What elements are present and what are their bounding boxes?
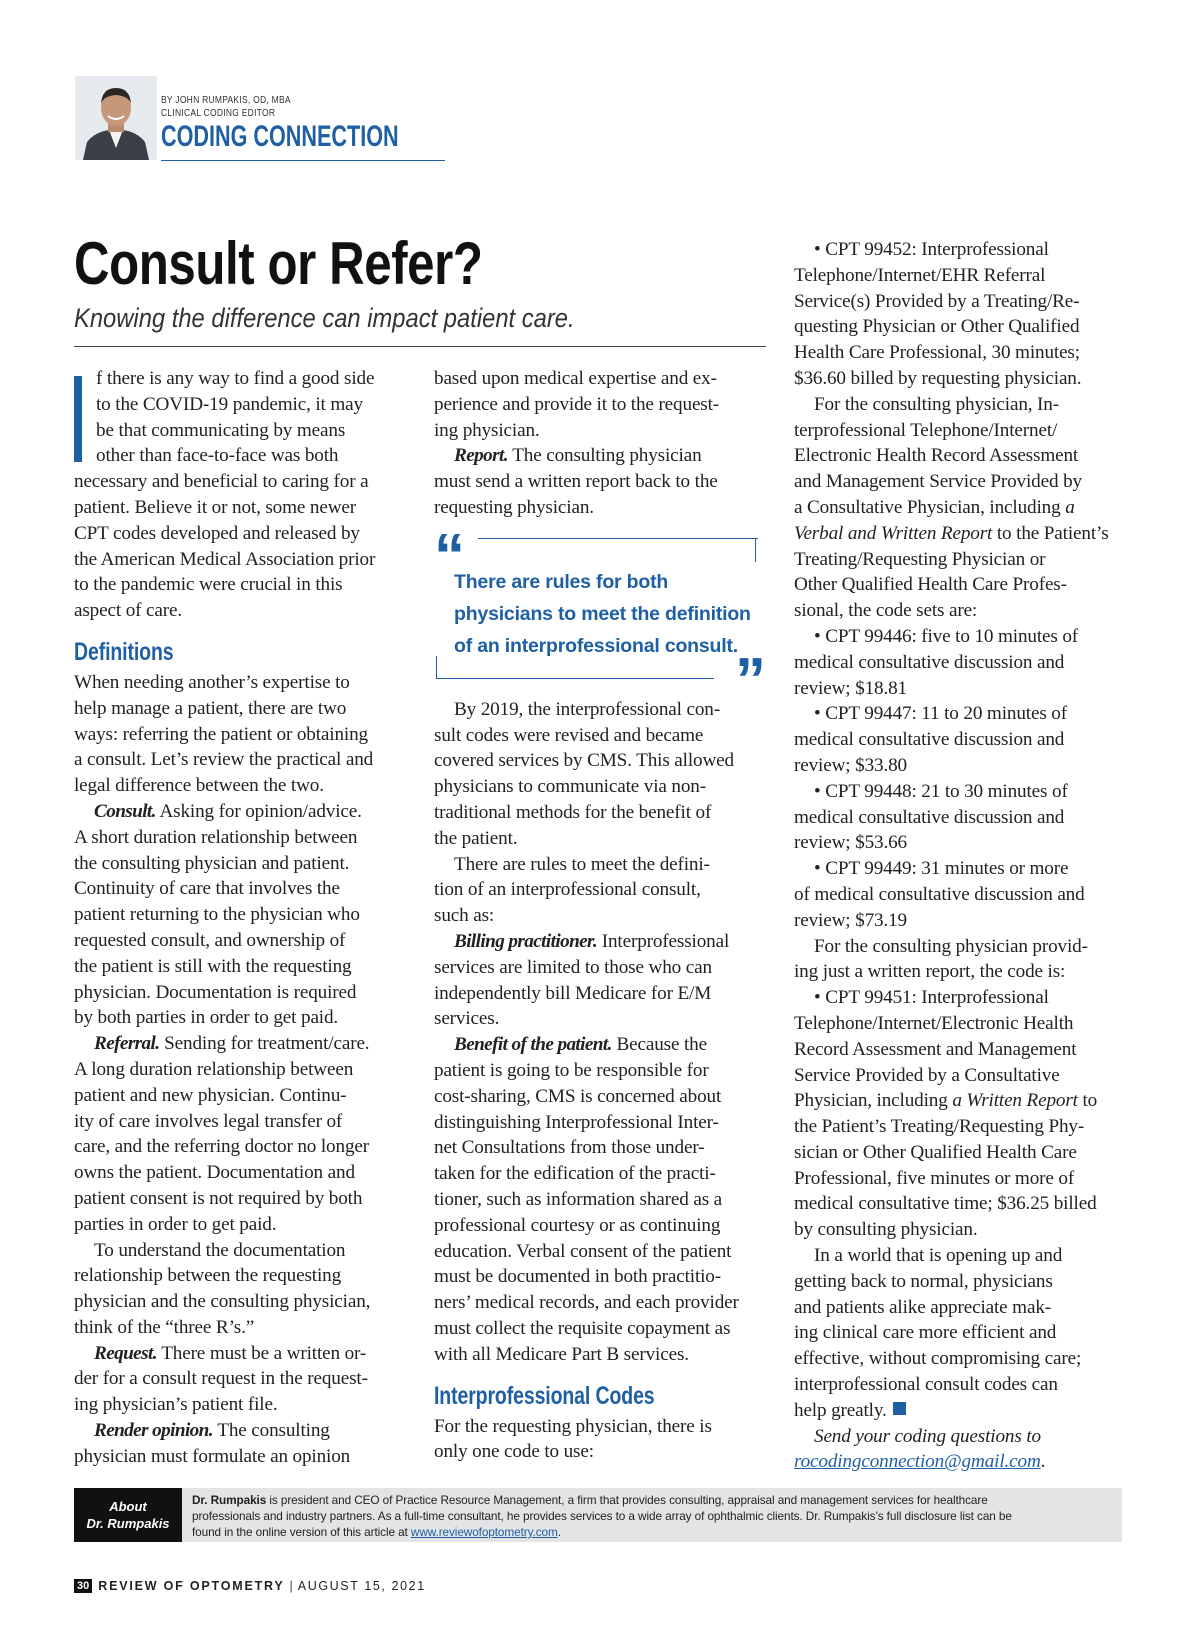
text-line: tioner, such as information shared as a xyxy=(434,1188,723,1210)
text-line: • CPT 99447: 11 to 20 minutes of xyxy=(814,703,1067,725)
text-line: questing Physician or Other Qualified xyxy=(794,316,1080,338)
text-line: physician. Documentation is required xyxy=(74,981,357,1003)
text-line: and patients alike appreciate mak- xyxy=(794,1296,1052,1318)
text-line: Continuity of care that involves the xyxy=(74,878,340,900)
column-1 xyxy=(74,366,409,1470)
text-line: education. Verbal consent of the patient xyxy=(434,1240,732,1262)
text-line: sional, the code sets are: xyxy=(794,600,978,622)
text-line: terprofessional Telephone/Internet/ xyxy=(794,419,1058,441)
text-line: patient is going to be responsible for xyxy=(434,1059,709,1081)
pullquote-line: physicians to meet the definition xyxy=(454,603,751,625)
pullquote-bottom-tick xyxy=(436,656,437,678)
close-quote-icon: ” xyxy=(735,646,766,715)
text-line: must be documented in both practitio- xyxy=(434,1266,721,1288)
referral-lead: Referral. xyxy=(94,1033,160,1055)
billing-lead: Billing practitioner. xyxy=(454,930,598,952)
text-line: must collect the requisite copayment as xyxy=(434,1317,731,1339)
referral-paragraph xyxy=(74,1031,409,1057)
text-line: ing just a written report, the code is: xyxy=(794,961,1066,983)
text-line: • CPT 99452: Interprofessional xyxy=(814,239,1049,260)
text-line xyxy=(794,1398,1124,1424)
author-photo xyxy=(75,76,157,160)
text-line: review; $53.66 xyxy=(794,832,907,854)
article-title: Consult or Refer? xyxy=(74,230,483,297)
text-line xyxy=(794,521,1124,547)
text-line: der for a consult request in the request- xyxy=(74,1368,368,1390)
text-line: a consult. Let’s review the practical and xyxy=(74,749,374,771)
text-line: review; $33.80 xyxy=(794,754,907,776)
text-line: ing clinical care more efficient and xyxy=(794,1322,1057,1344)
text-line: independently bill Medicare for E/M xyxy=(434,982,712,1004)
text-run: Sending for treatment/care. xyxy=(159,1033,370,1055)
pullquote-text xyxy=(454,566,764,662)
text-line: For the consulting physician provid- xyxy=(814,935,1088,957)
text-line: medical consultative discussion and xyxy=(794,729,1065,751)
pullquote-line: There are rules for both xyxy=(454,571,669,593)
benefit-paragraph xyxy=(434,1032,764,1058)
text-line: • CPT 99448: 21 to 30 minutes of xyxy=(814,780,1068,802)
intro-dropcap-block xyxy=(74,366,409,469)
publication-name: REVIEW OF OPTOMETRY xyxy=(98,1579,285,1593)
text-line: In a world that is opening up and xyxy=(814,1245,1063,1267)
render-lead: Render opinion. xyxy=(94,1420,213,1442)
text-line: • CPT 99446: five to 10 minutes of xyxy=(814,625,1079,647)
text-line: must send a written report back to the xyxy=(434,471,718,493)
about-label-line: About xyxy=(109,1499,147,1514)
text-run: a Consultative Physician, including xyxy=(794,496,1066,518)
column-header-text xyxy=(161,94,491,154)
text-line: Telephone/Internet/Electronic Health xyxy=(794,1012,1074,1034)
billing-paragraph xyxy=(434,929,764,955)
text-line: requested consult, and ownership of xyxy=(74,929,346,951)
title-divider xyxy=(74,346,766,347)
text-run: to xyxy=(1077,1090,1098,1112)
text-line: by both parties in order to get paid. xyxy=(74,1007,339,1029)
text-line xyxy=(794,1088,1124,1114)
text-line: By 2019, the interprofessional con- xyxy=(454,698,720,720)
text-run: Because the xyxy=(611,1034,707,1056)
text-run: Physician, including xyxy=(794,1090,953,1112)
text-line: Electronic Health Record Assessment xyxy=(794,445,1079,467)
text-line: effective, without compromising care; xyxy=(794,1348,1082,1370)
text-line: A long duration relationship between xyxy=(74,1058,354,1080)
text-line: sician or Other Qualified Health Care xyxy=(794,1141,1077,1163)
text-line: medical consultative discussion and xyxy=(794,651,1065,673)
text-line: of medical consultative discussion and xyxy=(794,883,1085,905)
about-author-box xyxy=(74,1488,1122,1542)
column-header xyxy=(75,76,399,162)
email-link[interactable]: rocodingconnection@gmail.com xyxy=(794,1451,1041,1473)
text-line: Professional, five minutes or more of xyxy=(794,1167,1075,1189)
text-line: ways: referring the patient or obtaining xyxy=(74,723,368,745)
text-line: For the consulting physician, In- xyxy=(814,393,1059,415)
request-paragraph xyxy=(74,1341,409,1367)
header-rule xyxy=(161,160,445,161)
text-line: Record Assessment and Management xyxy=(794,1038,1077,1060)
author-byline: BY JOHN RUMPAKIS, OD, MBA xyxy=(161,95,291,106)
author-title: CLINICAL CODING EDITOR xyxy=(161,108,276,119)
text-line: perience and provide it to the request- xyxy=(434,393,720,415)
text-line: Treating/Requesting Physician or xyxy=(794,548,1046,570)
text-line: CPT codes developed and released by xyxy=(74,522,360,544)
text-line: physician must formulate an opinion xyxy=(74,1445,351,1467)
pullquote-top-rule xyxy=(478,538,758,539)
text-line: based upon medical expertise and ex- xyxy=(434,368,717,389)
text-line: ners’ medical records, and each provider xyxy=(434,1292,739,1314)
text-line: Service Provided by a Consultative xyxy=(794,1064,1060,1086)
text-line: taken for the edification of the practi- xyxy=(434,1163,716,1185)
text-line: patient consent is not required by both xyxy=(74,1187,363,1209)
text-line: net Consultations from those under- xyxy=(434,1137,705,1159)
text-line: physician and the consulting physician, xyxy=(74,1291,371,1313)
text-line: • CPT 99451: Interprofessional xyxy=(814,987,1049,1009)
text-line: medical consultative discussion and xyxy=(794,806,1065,828)
request-lead: Request. xyxy=(94,1342,157,1364)
text-run: is president and CEO of Practice Resource Management, a firm that provides consulting, appraisal and management services for healthcare xyxy=(266,1493,988,1507)
text-line: ing physician’s patient file. xyxy=(74,1394,278,1416)
text-line: ing physician. xyxy=(434,419,540,441)
article-subtitle: Knowing the difference can impact patient care. xyxy=(74,303,575,333)
author-portrait-icon xyxy=(75,76,157,160)
text-line: $36.60 billed by requesting physician. xyxy=(794,367,1082,389)
text-run: There must be a written or- xyxy=(156,1342,367,1364)
consult-paragraph xyxy=(74,799,409,825)
text-line: distinguishing Interprofessional Inter- xyxy=(434,1111,719,1133)
text-run: The consulting xyxy=(212,1420,330,1442)
text-line: legal difference between the two. xyxy=(74,775,324,797)
text-line: For the requesting physician, there is xyxy=(434,1415,712,1437)
website-link[interactable]: www.reviewofoptometry.com xyxy=(410,1525,558,1539)
text-line: When needing another’s expertise to xyxy=(74,671,350,693)
text-line: There are rules to meet the defini- xyxy=(454,853,710,875)
text-line: the Patient’s Treating/Requesting Phy- xyxy=(794,1116,1085,1138)
text-line: help manage a patient, there are two xyxy=(74,697,347,719)
pullquote-top-tick xyxy=(755,538,756,562)
about-name: Dr. Rumpakis xyxy=(192,1493,267,1507)
text-line xyxy=(794,1449,1124,1475)
interprofessional-codes-heading: Interprofessional Codes xyxy=(434,1381,655,1410)
text-line: services. xyxy=(434,1008,500,1030)
text-line: relationship between the requesting xyxy=(74,1265,342,1287)
text-line: sult codes were revised and became xyxy=(434,724,704,746)
text-line: interprofessional consult codes can xyxy=(794,1374,1058,1396)
text-line: be that communicating by means xyxy=(96,419,346,441)
column-2 xyxy=(434,366,764,1465)
about-text xyxy=(192,1492,1117,1540)
text-line: f there is any way to find a good side xyxy=(96,368,375,389)
open-quote-icon: “ xyxy=(434,522,465,591)
text-line: cost-sharing, CMS is concerned about xyxy=(434,1085,722,1107)
send-questions-text: Send your coding questions to xyxy=(814,1425,1041,1447)
text-line: parties in order to get paid. xyxy=(74,1213,277,1235)
text-line: physicians to communicate via non- xyxy=(434,776,706,798)
text-run: found in the online version of this article at xyxy=(192,1525,411,1539)
pullquote-bottom-rule xyxy=(436,678,714,679)
text-line: tion of an interprofessional consult, xyxy=(434,879,701,901)
text-line: medical consultative time; $36.25 billed xyxy=(794,1193,1097,1215)
about-line xyxy=(192,1492,1117,1508)
column-3 xyxy=(794,237,1124,1475)
text-line: to the pandemic were crucial in this xyxy=(74,574,343,596)
text-line: • CPT 99449: 31 minutes or more xyxy=(814,858,1069,880)
text-line: To understand the documentation xyxy=(94,1239,346,1261)
text-line: to the COVID-19 pandemic, it may xyxy=(96,393,363,415)
text-line: patient and new physician. Continu- xyxy=(74,1084,347,1106)
text-line: patient returning to the physician who xyxy=(74,904,360,926)
page-footer xyxy=(74,1579,426,1593)
render-paragraph xyxy=(74,1418,409,1444)
end-mark-icon xyxy=(893,1402,906,1415)
about-label-line: Dr. Rumpakis xyxy=(86,1516,170,1531)
text-run: Verbal and Written Report xyxy=(794,522,993,544)
text-line: think of the “three R’s.” xyxy=(74,1316,255,1338)
text-line: covered services by CMS. This allowed xyxy=(434,750,734,772)
text-run: a xyxy=(1065,496,1075,518)
text-run: Interprofessional xyxy=(597,930,730,952)
text-line: requesting physician. xyxy=(434,496,594,518)
issue-date: AUGUST 15, 2021 xyxy=(297,1579,426,1593)
text-line: the patient. xyxy=(434,827,518,849)
text-line: and Management Service Provided by xyxy=(794,471,1082,493)
text-line: care, and the referring doctor no longer xyxy=(74,1136,369,1158)
about-line xyxy=(192,1524,1117,1540)
text-line: by consulting physician. xyxy=(794,1219,978,1241)
text-line: owns the patient. Documentation and xyxy=(74,1162,355,1184)
report-lead: Report. xyxy=(454,445,508,467)
text-line: professional courtesy or as continuing xyxy=(434,1214,721,1236)
text-line: review; $73.19 xyxy=(794,909,907,931)
text-run: The consulting physician xyxy=(507,445,702,467)
column-name: CODING CONNECTION xyxy=(161,120,399,153)
text-line: the patient is still with the requesting xyxy=(74,955,352,977)
text-line: traditional methods for the benefit of xyxy=(434,801,712,823)
footer-separator: | xyxy=(289,1579,293,1593)
consult-lead: Consult. xyxy=(94,800,156,822)
definitions-heading: Definitions xyxy=(74,637,174,666)
text-line: Service(s) Provided by a Treating/Re- xyxy=(794,290,1080,312)
text-line: services are limited to those who can xyxy=(434,956,712,978)
text-line: only one code to use: xyxy=(434,1441,594,1463)
text-line: the consulting physician and patient. xyxy=(74,852,350,874)
text-line: with all Medicare Part B services. xyxy=(434,1343,689,1365)
benefit-lead: Benefit of the patient. xyxy=(454,1034,612,1056)
page-number: 30 xyxy=(74,1579,92,1593)
text-line: such as: xyxy=(434,905,495,927)
text-line xyxy=(794,1424,1124,1450)
pullquote-line: of an interprofessional consult. xyxy=(454,635,738,657)
text-line: patient. Believe it or not, some newer xyxy=(74,496,357,518)
text-run: Asking for opinion/advice. xyxy=(155,800,362,822)
about-label xyxy=(74,1488,182,1542)
text-line: ity of care involves legal transfer of xyxy=(74,1110,343,1132)
report-paragraph xyxy=(434,443,764,469)
text-run: . xyxy=(1040,1451,1046,1473)
text-line: Telephone/Internet/EHR Referral xyxy=(794,264,1046,286)
text-line: Health Care Professional, 30 minutes; xyxy=(794,342,1080,364)
text-line: other than face-to-face was both xyxy=(96,445,339,467)
about-line: professionals and industry partners. As a full-time consultant, he provides services to a wide array of ophthalmic clients. Dr. Rumpakis’s full disclosure list can be xyxy=(192,1509,1012,1523)
text-run: . xyxy=(557,1525,561,1539)
text-run: a Written Report xyxy=(952,1090,1078,1112)
text-run: to the Patient’s xyxy=(992,522,1109,544)
text-run: help greatly. xyxy=(794,1399,887,1421)
text-line xyxy=(794,495,1124,521)
text-line: A short duration relationship between xyxy=(74,826,358,848)
text-line: necessary and beneficial to caring for a xyxy=(74,471,369,493)
text-line: aspect of care. xyxy=(74,600,183,622)
text-line: getting back to normal, physicians xyxy=(794,1270,1053,1292)
text-line: review; $18.81 xyxy=(794,677,907,699)
text-line: Other Qualified Health Care Profes- xyxy=(794,574,1067,596)
text-line: the American Medical Association prior xyxy=(74,548,376,570)
